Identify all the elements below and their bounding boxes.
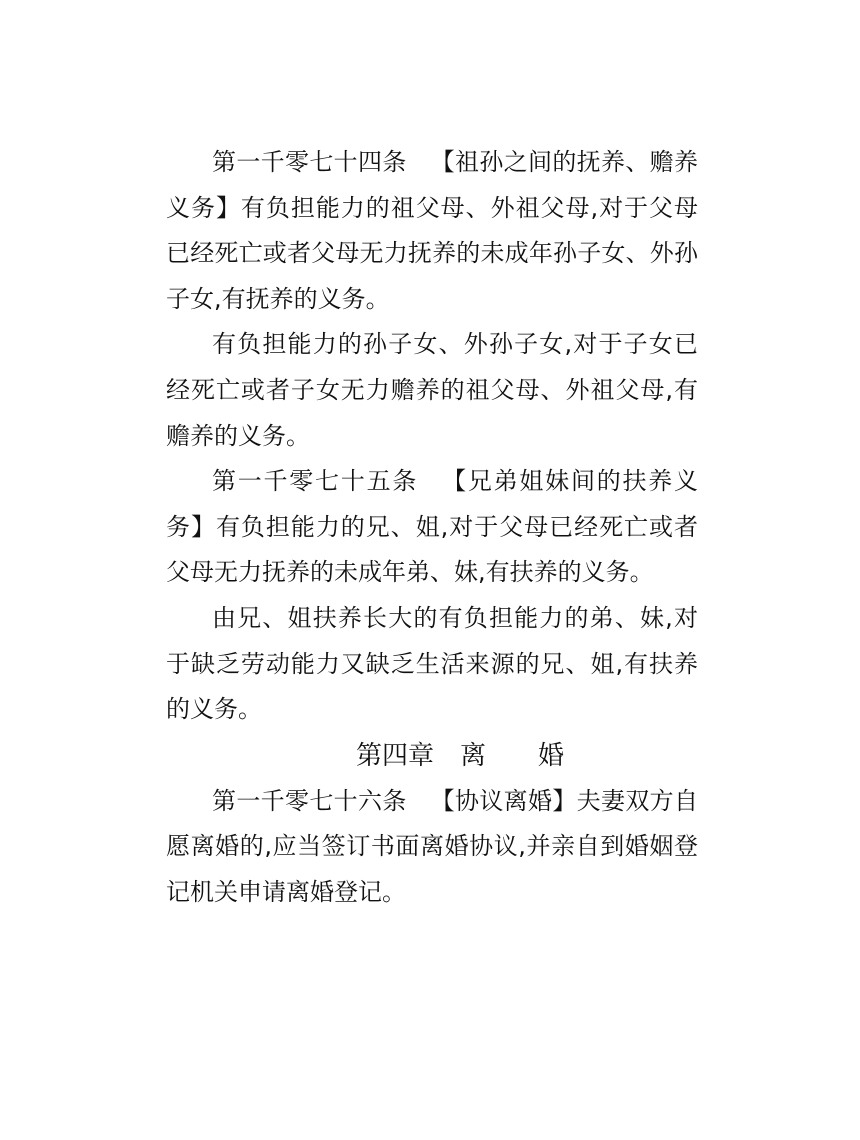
chapter-heading: 第四章 离 婚 <box>355 740 564 771</box>
article-1075-paragraph <box>166 459 698 596</box>
article-1076-paragraph <box>166 779 698 916</box>
paragraph-text: 有负担能力的孙子女、外孙子女,对于子女已经死亡或者子女无力赡养的祖父母、外祖父母,有赡养的义务。 <box>166 330 698 450</box>
article-text: 【祖孙之间的抚养、赡养义务】有负担能力的祖父母、外祖父母,对于父母已经死亡或者父母无力抚养的未成年孙子女、外孙子女,有抚养的义务。 <box>166 148 699 313</box>
article-number: 第一千零七十四条 <box>212 148 407 176</box>
article-text: 【协议离婚】夫妻双方自愿离婚的,应当签订书面离婚协议,并亲自到婚姻登记机关申请离婚登记。 <box>166 786 699 906</box>
article-1075-second-paragraph <box>166 596 698 733</box>
paragraph-text: 由兄、姐扶养长大的有负担能力的弟、妹,对于缺乏劳动能力又缺乏生活来源的兄、姐,有扶养的义务。 <box>166 603 698 724</box>
article-text: 【兄弟姐妹间的扶养义务】有负担能力的兄、姐,对于父母已经死亡或者父母无力抚养的未成年弟、妹,有扶养的义务。 <box>166 467 699 587</box>
document-page <box>166 140 698 916</box>
article-number: 第一千零七十五条 <box>212 467 419 496</box>
article-number: 第一千零七十六条 <box>212 786 407 815</box>
article-1074-paragraph <box>166 140 698 322</box>
article-1074-second-paragraph <box>166 322 698 459</box>
